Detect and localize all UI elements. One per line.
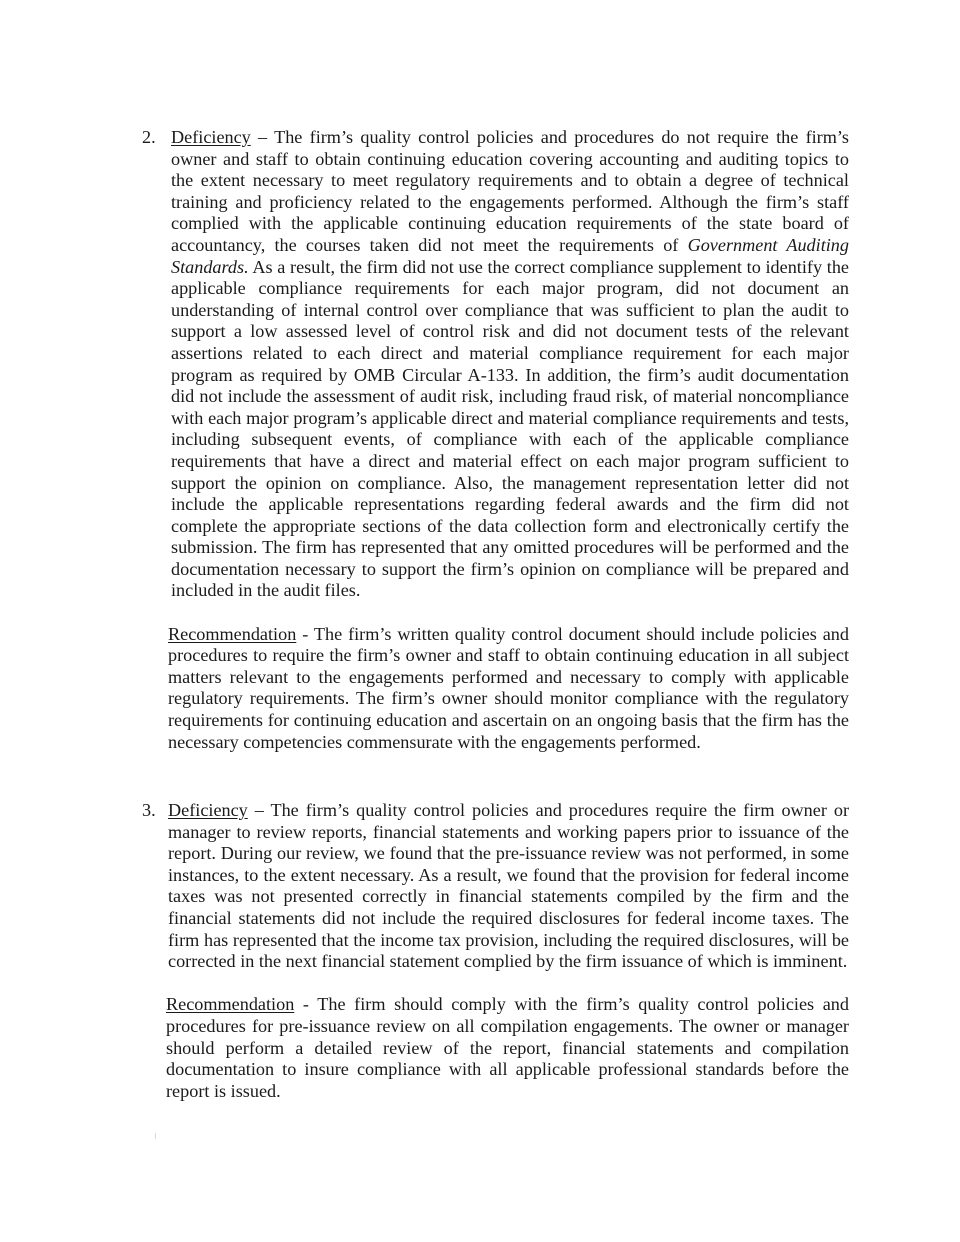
separator: –: [247, 800, 271, 820]
scan-artifact: [155, 1133, 156, 1139]
recommendation-label: Recommendation: [166, 994, 295, 1015]
finding-item-3: [142, 800, 849, 1102]
separator: -: [296, 623, 314, 644]
recommendation-text: The firm should comply with the firm’s quality control policies and procedures for pre-issuance review on all compilation engagements. The owner or manager should perform a detailed review of the report, financial statements and compilation documentation to insure compliance with all applicable professional standards before the report is issued.: [166, 994, 849, 1101]
deficiency-label: Deficiency: [168, 800, 248, 820]
deficiency-text: The firm’s quality control policies and procedures require the firm owner or manager to review reports, financial statements and working papers prior to issuance of the report. During our review, we found that the pre-issuance review was not performed, in some instances, to the extent necessary. As a result, we found that the provision for federal income taxes was not presented correctly in financial statements compiled by the firm and the financial statements did not include the required disclosures for federal income taxes. The firm has represented that the income tax provision, including the required disclosures, will be corrected in the next financial statement complied by the firm issuance of which is imminent.: [168, 800, 849, 972]
italic-title: Government Auditing Standards.: [171, 234, 849, 277]
recommendation-label: Recommendation: [168, 623, 297, 644]
paragraph-spacer: [142, 602, 849, 624]
item-number: 2.: [142, 127, 156, 147]
deficiency-text: The firm’s quality control policies and procedures do not require the firm’s owner and staff to obtain continuing education covering accounting and auditing topics to the extent necessary to meet regulatory requirements and to obtain a degree of technical training and proficiency related to the engagements performed. Although the firm’s staff complied with the applicable continuing education requirements of the state board of accountancy, the courses taken did not meet the requirements of: [171, 127, 850, 255]
recommendation-paragraph: [166, 994, 849, 1102]
separator: -: [294, 994, 318, 1015]
deficiency-paragraph: [171, 127, 849, 602]
deficiency-text-continued: As a result, the firm did not use the correct compliance supplement to identify the applicable compliance requirements for each major program, did not document an understanding of internal control over compliance that was sufficient to plan the audit to support a low assessed level of control risk and did not document tests of the relevant assertions related to each direct and material compliance requirement for each major program as required by OMB Circular A-133. In addition, the firm’s audit documentation did not include the assessment of audit risk, including fraud risk, of material noncompliance with each major program’s applicable direct and material compliance requirements and tests, including subsequent events, of compliance with each of the applicable compliance requirements that have a direct and material effect on each major program sufficient to support the opinion on compliance. Also, the management representation letter did not include the applicable representations regarding federal awards and the firm did not complete the appropriate sections of the data collection form and electronically certify the submission. The firm has represented that any omitted procedures will be performed and the documentation necessary to support the firm’s opinion on compliance will be prepared and included in the audit files.: [171, 256, 849, 601]
deficiency-paragraph: [168, 800, 849, 973]
separator: –: [250, 127, 275, 147]
paragraph-spacer: [142, 973, 849, 995]
recommendation-text: The firm’s written quality control document should include policies and procedures to require the firm’s owner and staff to obtain continuing education in all subject matters relevant to the engagements performed and necessary to comply with applicable regulatory requirements. The firm’s owner should monitor compliance with the regulatory requirements for continuing education and ascertain on an ongoing basis that the firm has the necessary competencies commensurate with the engagements performed.: [168, 623, 849, 752]
recommendation-paragraph: [168, 624, 849, 754]
item-number: 3.: [142, 800, 156, 820]
finding-item-2: [142, 127, 849, 753]
deficiency-label: Deficiency: [171, 127, 251, 147]
